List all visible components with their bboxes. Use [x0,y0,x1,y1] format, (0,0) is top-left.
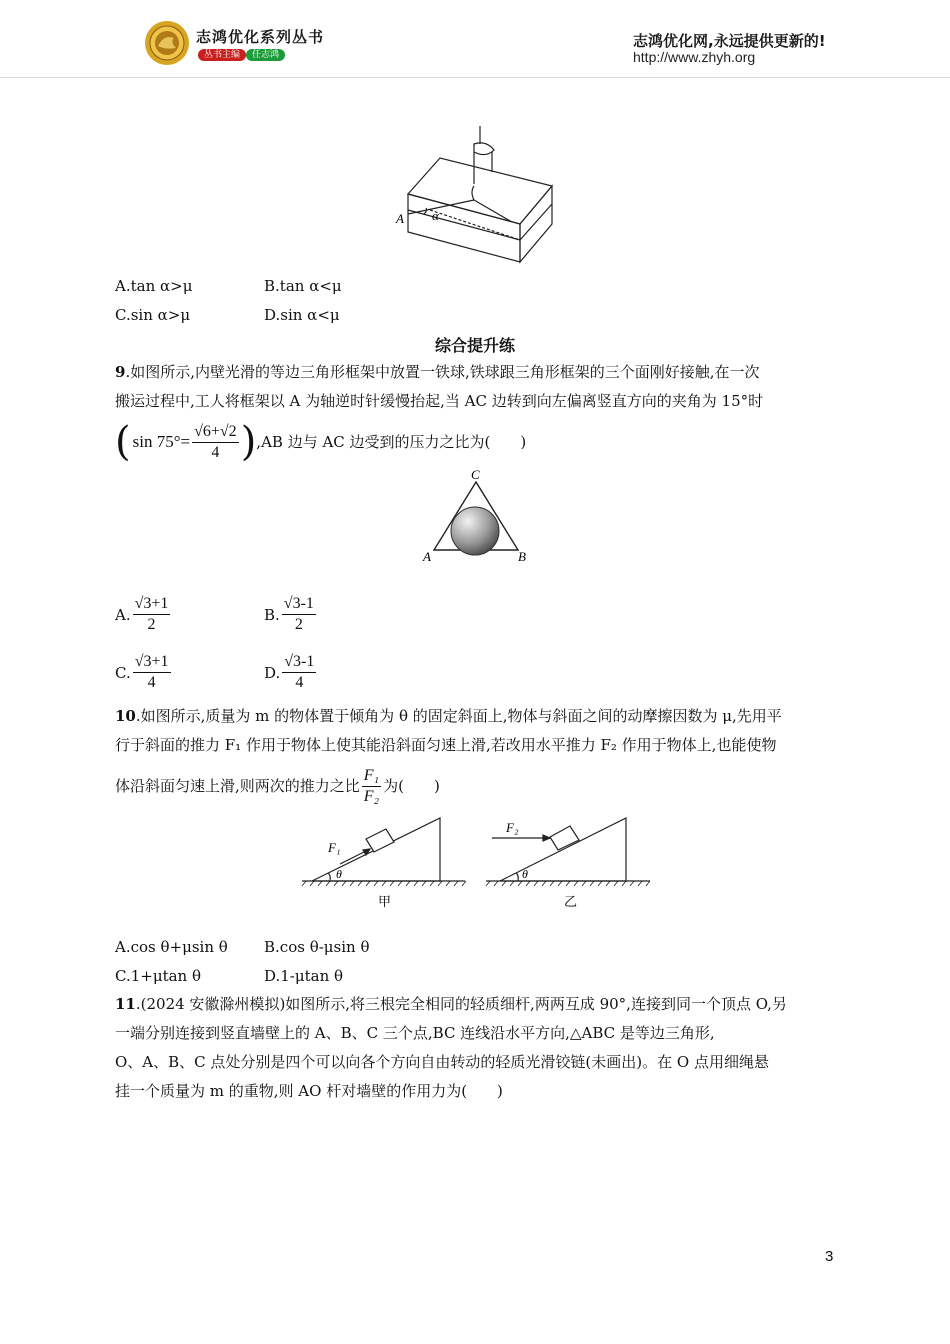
q8-label-a: A [396,211,404,226]
q10-ratio: $\frac{\text{F₁}}{\text{F₂}}$ [363,766,380,805]
q8-option-b: B.tan α<μ [264,277,342,295]
q10-option-b: B.cos θ-μsin θ [264,938,370,956]
q8-label-alpha: α [432,208,439,223]
editor-tag: 丛书主编 [198,49,246,61]
q9-ball [451,507,499,555]
q9-option-c: C. $\frac{√3+1}{4}$ [115,653,169,691]
q10-text1: .如图所示,质量为 m 的物体置于倾角为 θ 的固定斜面上,物体与斜面之间的动摩擦因数为 μ,先用平 [135,707,782,725]
q8-figure [390,122,560,267]
q10-left-angle: θ [336,867,342,881]
q10-line3 [115,762,440,810]
q11-text1: .(2024 安徽滁州模拟)如图所示,将三根完全相同的轻质细杆,两两互成 90°,连接到同一个顶点 O,另 [135,995,787,1013]
q10-option-c: C.1+μtan θ [115,967,202,985]
q9-figure [420,466,532,566]
q9-option-d: D. $\frac{√3-1}{4}$ [264,653,315,691]
q10-line1 [115,706,782,726]
q9-formula-prefix: sin 75°= [132,432,191,451]
q10-right-caption: 乙 [564,894,578,909]
q11-line4: 挂一个质量为 m 的重物,则 AO 杆对墙壁的作用力为( ) [115,1082,503,1100]
editor-badge [198,47,285,60]
q8-option-d: D.sin α<μ [264,306,340,324]
q10-right-angle: θ [522,867,528,881]
q9-formula-fraction [192,422,239,463]
header [0,0,950,80]
q10-line2: 行于斜面的推力 F₁ 作用于物体上使其能沿斜面匀速上滑,若改用水平推力 F₂ 作用于物体上,也能使物 [115,736,777,754]
slogan: 志鸿优化网,永远提供更新的! [633,32,826,50]
q9-line1 [115,362,760,382]
q11-number: 11 [115,995,136,1013]
editor-name: 任志鸿 [246,49,285,61]
q11-line1 [115,994,787,1014]
header-divider [0,77,950,78]
q9-formula-num: √6+√2 [192,422,239,443]
series-title: 志鸿优化系列丛书 [196,28,325,46]
q9-option-a: A. $\frac{√3+1}{2}$ [115,595,169,633]
q9-line3-tail: ,AB 边与 AC 边受到的压力之比为( ) [256,433,527,451]
q11-line2: 一端分别连接到竖直墙壁上的 A、B、C 三个点,BC 连线沿水平方向,△ABC 是等边三角形, [115,1024,715,1042]
q10-left-caption: 甲 [378,894,392,909]
q10-option-a: A.cos θ+μsin θ [115,938,228,956]
q9-text1: .如图所示,内壁光滑的等边三角形框架中放置一铁球,铁球跟三角形框架的三个面刚好接触,在一次 [125,363,760,381]
q9-paren-left: ( [115,419,131,465]
q10-line3-head: 体沿斜面匀速上滑,则两次的推力之比 [115,777,360,795]
q9-option-b: B. $\frac{√3-1}{2}$ [264,595,314,633]
series-logo [144,20,190,66]
q9-line2: 搬运过程中,工人将框架以 A 为轴逆时针缓慢抬起,当 AC 边转到向左偏离竖直方向的夹角为 15°时 [115,392,764,410]
q9-formula-den: 4 [211,443,220,461]
q9-label-a: A [423,549,431,564]
q10-option-d: D.1-μtan θ [264,967,344,985]
q10-left-force: F₁ [328,840,341,855]
q11-line3: O、A、B、C 点处分别是四个可以向各个方向自由转动的轻质光滑铰链(未画出)。在 O 点用细绳悬 [115,1053,769,1071]
section-title: 综合提升练 [434,336,515,355]
q9-line3 [115,418,526,466]
q10-right-force: F₂ [506,820,519,835]
q10-figure [300,812,655,912]
q9-label-c: C [471,467,480,482]
site-url[interactable]: http://www.zhyh.org [633,49,756,65]
q9-label-b: B [518,549,526,564]
q10-line3-tail: 为( ) [383,777,440,795]
q8-option-a: A.tan α>μ [115,277,193,295]
page-number: 3 [825,1248,834,1265]
q8-option-c: C.sin α>μ [115,306,191,324]
q10-number: 10 [115,707,136,725]
q9-number: 9 [115,363,126,381]
q9-paren-right: ) [240,419,257,465]
